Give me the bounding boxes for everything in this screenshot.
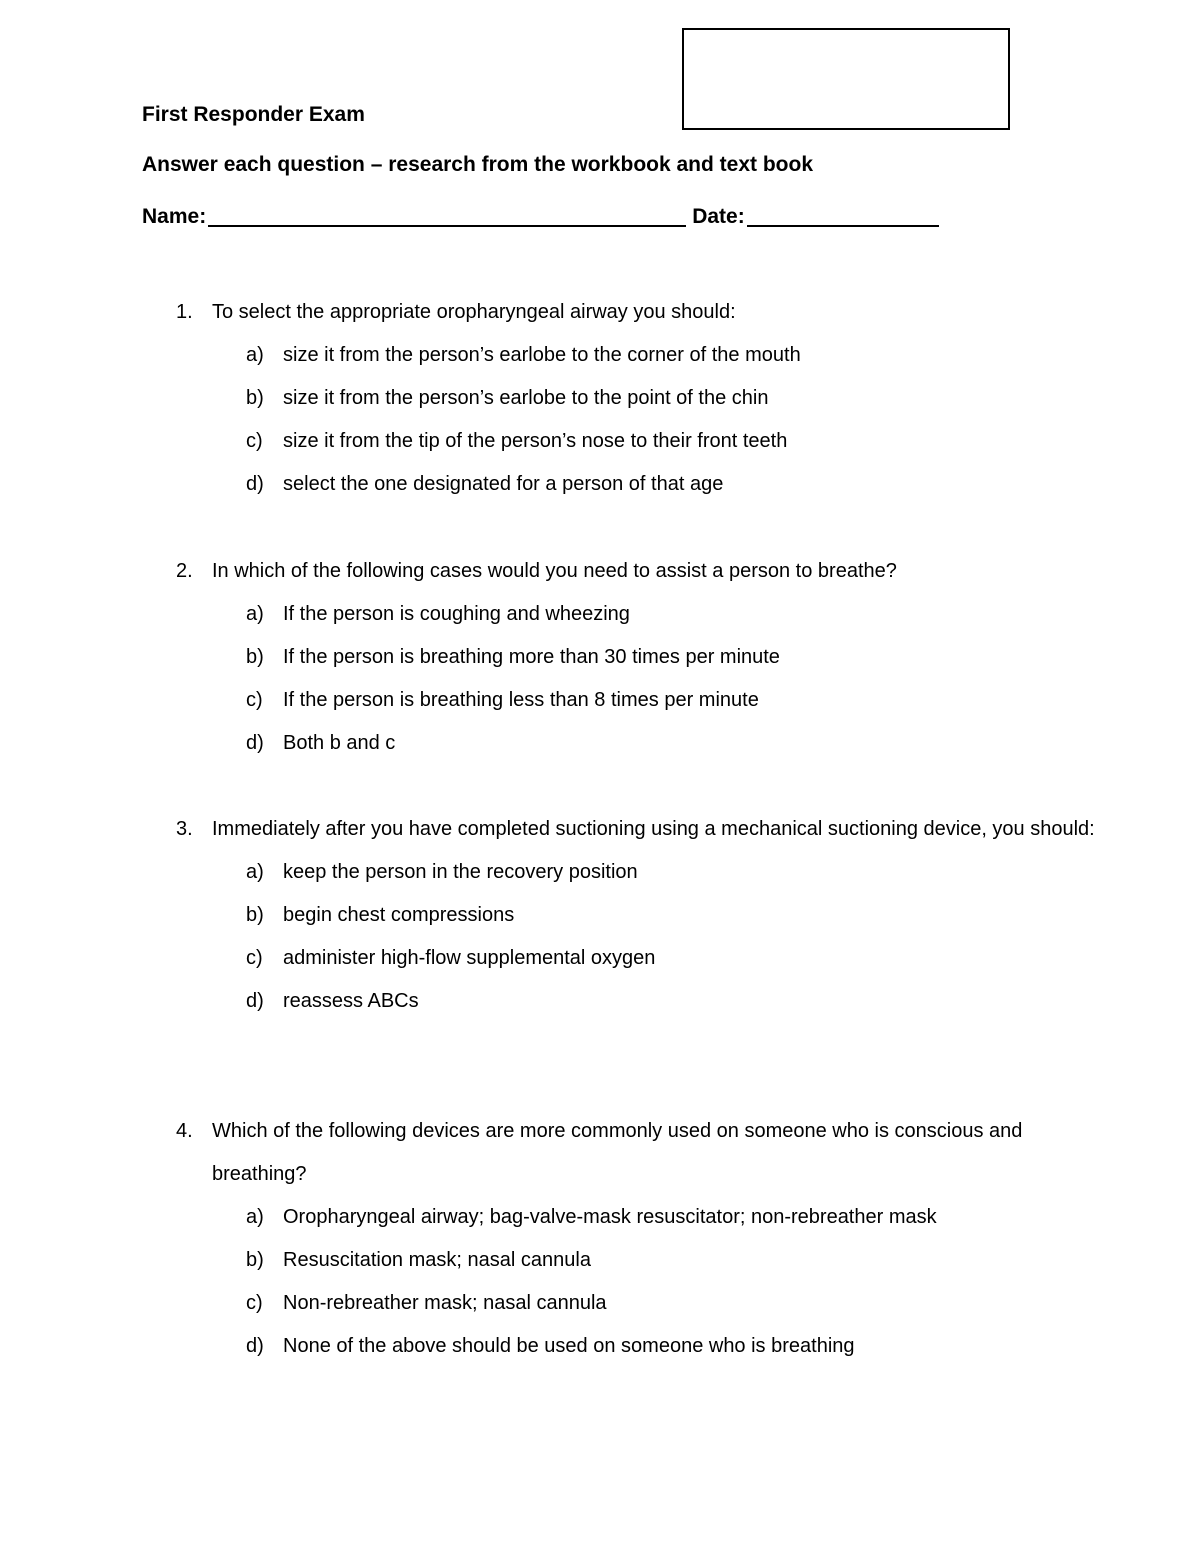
option-a[interactable] [176, 334, 1116, 377]
option-letter: c) [246, 430, 263, 452]
name-date-row [142, 203, 939, 229]
option-text: If the person is coughing and wheezing [283, 603, 630, 625]
question-text: Immediately after you have completed suctioning using a mechanical suctioning device, you should: [212, 818, 1095, 840]
option-a[interactable] [176, 1196, 1116, 1239]
option-d[interactable] [176, 722, 1116, 765]
option-d[interactable] [176, 980, 1116, 1023]
date-label: Date: [692, 205, 745, 228]
option-c[interactable] [176, 679, 1116, 722]
question-2 [176, 550, 1116, 765]
option-text: begin chest compressions [283, 904, 515, 926]
question-1 [176, 291, 1116, 506]
question-text: To select the appropriate oropharyngeal airway you should: [212, 301, 736, 323]
option-text: size it from the person’s earlobe to the corner of the mouth [283, 344, 801, 366]
name-field[interactable] [208, 203, 686, 227]
option-b[interactable] [176, 636, 1116, 679]
date-field[interactable] [747, 203, 939, 227]
option-text: If the person is breathing less than 8 times per minute [283, 689, 759, 711]
option-text: Non-rebreather mask; nasal cannula [283, 1292, 607, 1314]
option-letter: d) [246, 473, 264, 495]
question-number: 4. [176, 1120, 193, 1142]
option-c[interactable] [176, 420, 1116, 463]
option-text: Oropharyngeal airway; bag-valve-mask resuscitator; non-rebreather mask [283, 1206, 937, 1228]
option-letter: b) [246, 1249, 264, 1271]
option-letter: a) [246, 603, 264, 625]
option-letter: c) [246, 947, 263, 969]
option-text: select the one designated for a person of that age [283, 473, 724, 495]
option-letter: a) [246, 1206, 264, 1228]
question-text: In which of the following cases would you need to assist a person to breathe? [212, 560, 897, 582]
option-d[interactable] [176, 1325, 1116, 1368]
name-label: Name: [142, 205, 207, 228]
option-letter: a) [246, 861, 264, 883]
option-text: Both b and c [283, 732, 396, 754]
option-c[interactable] [176, 1282, 1116, 1325]
exam-title: First Responder Exam [142, 103, 365, 126]
option-list [176, 593, 1116, 765]
option-b[interactable] [176, 377, 1116, 420]
question-3 [176, 808, 1116, 1023]
option-letter: c) [246, 689, 263, 711]
option-letter: a) [246, 344, 264, 366]
option-text: None of the above should be used on someone who is breathing [283, 1335, 855, 1357]
option-text: Resuscitation mask; nasal cannula [283, 1249, 591, 1271]
option-a[interactable] [176, 593, 1116, 636]
option-text: reassess ABCs [283, 990, 419, 1012]
option-letter: b) [246, 904, 264, 926]
option-letter: b) [246, 646, 264, 668]
option-list [176, 851, 1116, 1023]
option-c[interactable] [176, 937, 1116, 980]
option-list [176, 1196, 1116, 1368]
exam-instructions: Answer each question – research from the workbook and text book [142, 153, 813, 176]
option-letter: b) [246, 387, 264, 409]
question-text: Which of the following devices are more commonly used on someone who is conscious and breathing? [212, 1120, 1023, 1185]
score-box [682, 28, 1010, 130]
option-list [176, 334, 1116, 506]
question-number: 1. [176, 301, 193, 323]
option-text: If the person is breathing more than 30 times per minute [283, 646, 780, 668]
option-letter: d) [246, 1335, 264, 1357]
option-b[interactable] [176, 894, 1116, 937]
question-4 [176, 1110, 1116, 1368]
option-d[interactable] [176, 463, 1116, 506]
option-text: size it from the tip of the person’s nose to their front teeth [283, 430, 788, 452]
option-letter: d) [246, 990, 264, 1012]
option-letter: d) [246, 732, 264, 754]
option-b[interactable] [176, 1239, 1116, 1282]
option-text: size it from the person’s earlobe to the point of the chin [283, 387, 769, 409]
option-text: keep the person in the recovery position [283, 861, 638, 883]
option-letter: c) [246, 1292, 263, 1314]
question-number: 2. [176, 560, 193, 582]
option-text: administer high-flow supplemental oxygen [283, 947, 656, 969]
question-number: 3. [176, 818, 193, 840]
option-a[interactable] [176, 851, 1116, 894]
